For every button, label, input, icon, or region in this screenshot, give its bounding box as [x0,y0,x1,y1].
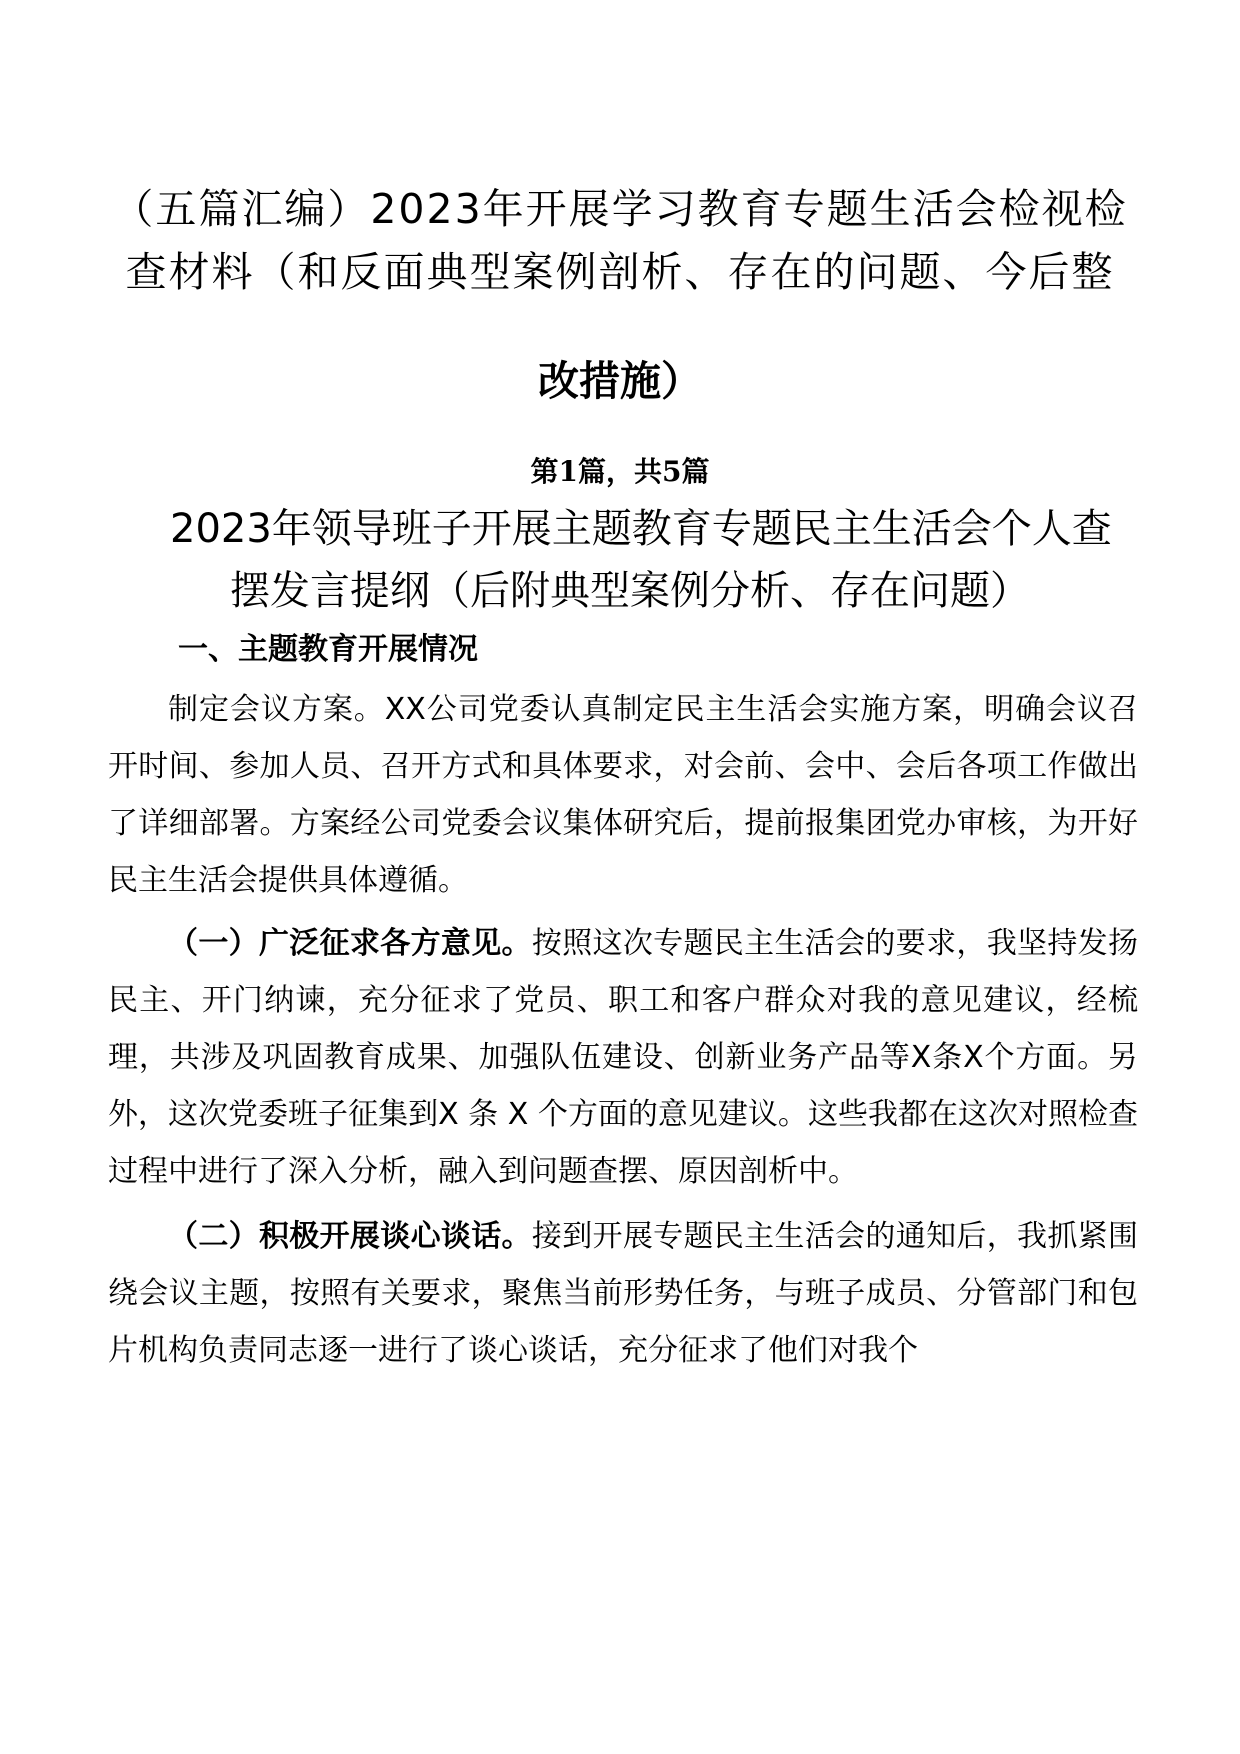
paragraph-text: 制定会议方案。XX公司党委认真制定民主生活会实施方案，明确会议召开时间、参加人员、召开方式和具体要求，对会前、会中、会后各项工作做出了详细部署。方案经公司党委会议集体研究后，提前报集团党办审核，为开好民主生活会提供具体遵循。 [108,692,1138,898]
document-title-continued: 改措施） [538,357,702,405]
document-title: （五篇汇编）2023年开展学习教育专题生活会检视检查材料（和反面典型案例剖析、存在的问题、今后整 [112,185,1128,296]
paragraph-lead: （二）积极开展谈心谈话。 [168,1219,532,1254]
body-paragraph [108,915,1138,1200]
article-title [170,498,1130,622]
paragraph-text: 接到开展专题民主生活会的通知后，我抓紧围绕会议主题，按照有关要求，聚焦当前形势任务，与班子成员、分管部门和包片机构负责同志逐一进行了谈心谈话，充分征求了他们对我个 [108,1219,1139,1368]
section-heading: 一、主题教育开展情况 [178,632,478,667]
paragraph-lead: （一）广泛征求各方意见。 [168,926,532,961]
part-indicator: 第1篇，共5篇 [530,455,710,488]
article-title-line-1: 2023年领导班子开展主题教育专题民主生活会个人查 [170,506,1112,552]
body-paragraph [108,1208,1138,1379]
paragraph-text: 按照这次专题民主生活会的要求，我坚持发扬民主、开门纳谏，充分征求了党员、职工和客户群众对我的意见建议，经梳理，共涉及巩固教育成果、加强队伍建设、创新业务产品等X条X个方面。另外，这次党委班子征集到X 条 X 个方面的意见建议。这些我都在这次对照检查过程中进行了深入分析，融入到问题查摆、原因剖析中。 [108,926,1139,1189]
body-paragraph [108,681,1138,909]
article-title-line-2: 摆发言提纲（后附典型案例分析、存在问题） [230,568,1030,614]
